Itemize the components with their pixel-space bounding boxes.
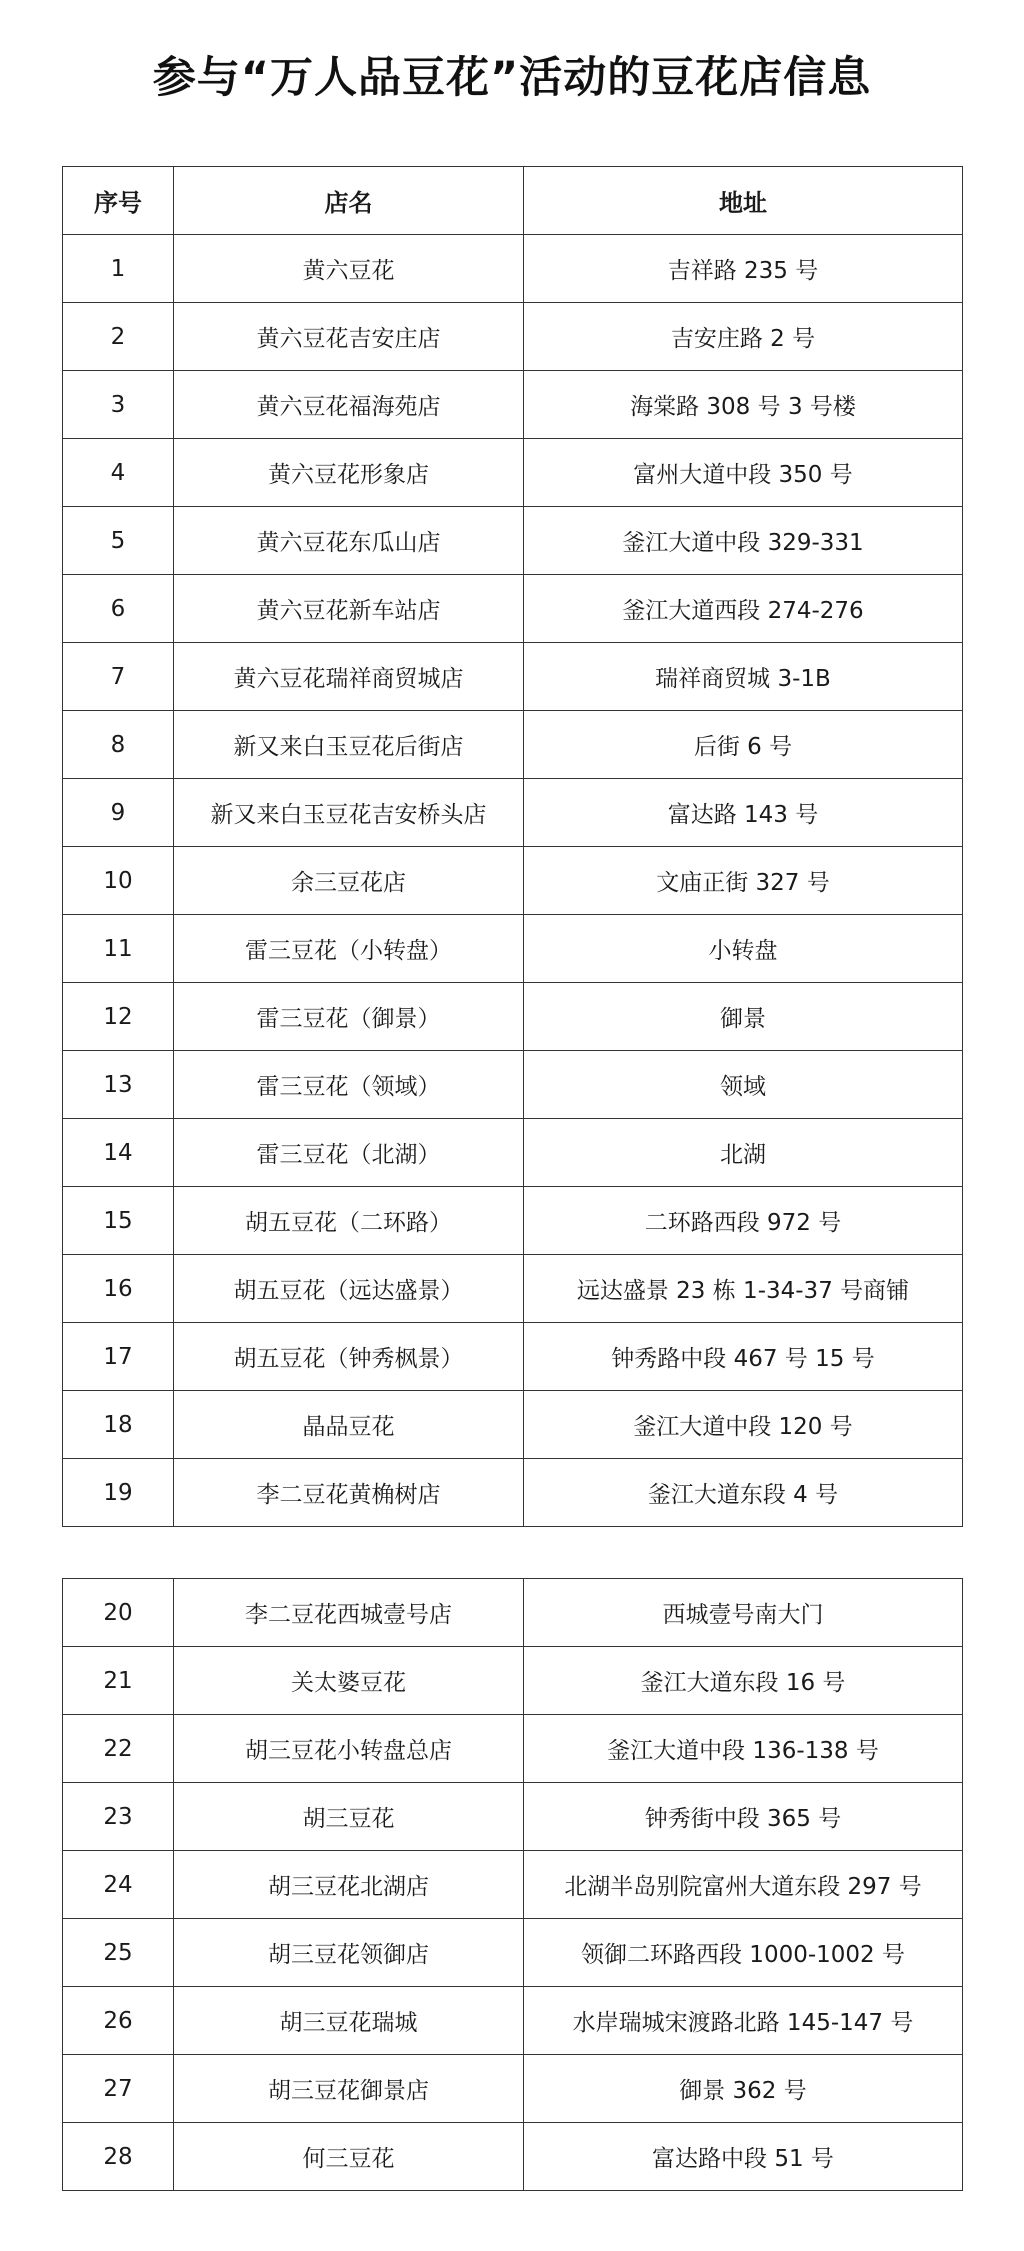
- cell-address: 水岸瑞城宋渡路北路 145-147 号: [524, 1987, 963, 2055]
- cell-address: 富达路 143 号: [524, 779, 963, 847]
- cell-shop-name: 胡三豆花: [174, 1783, 524, 1851]
- cell-shop-name: 雷三豆花（北湖）: [174, 1119, 524, 1187]
- cell-address: 文庙正街 327 号: [524, 847, 963, 915]
- table-row: [63, 711, 963, 779]
- cell-index: 21: [63, 1647, 174, 1715]
- cell-address: 釜江大道西段 274-276: [524, 575, 963, 643]
- table-row: [63, 1987, 963, 2055]
- table-row: [63, 915, 963, 983]
- cell-index: 20: [63, 1579, 174, 1647]
- cell-index: 5: [63, 507, 174, 575]
- table-row: [63, 371, 963, 439]
- cell-shop-name: 新又来白玉豆花后街店: [174, 711, 524, 779]
- cell-address: 釜江大道东段 16 号: [524, 1647, 963, 1715]
- table-row: [63, 1051, 963, 1119]
- cell-address: 钟秀街中段 365 号: [524, 1783, 963, 1851]
- table-row: [63, 235, 963, 303]
- cell-shop-name: 黄六豆花: [174, 235, 524, 303]
- cell-index: 10: [63, 847, 174, 915]
- table-row: [63, 439, 963, 507]
- cell-index: 11: [63, 915, 174, 983]
- table-row: [63, 983, 963, 1051]
- cell-address: 釜江大道中段 136-138 号: [524, 1715, 963, 1783]
- cell-address: 富达路中段 51 号: [524, 2123, 963, 2191]
- cell-index: 16: [63, 1255, 174, 1323]
- cell-shop-name: 胡三豆花御景店: [174, 2055, 524, 2123]
- cell-address: 釜江大道东段 4 号: [524, 1459, 963, 1527]
- cell-index: 19: [63, 1459, 174, 1527]
- cell-shop-name: 雷三豆花（小转盘）: [174, 915, 524, 983]
- cell-shop-name: 胡五豆花（二环路）: [174, 1187, 524, 1255]
- cell-index: 22: [63, 1715, 174, 1783]
- cell-index: 13: [63, 1051, 174, 1119]
- cell-index: 17: [63, 1323, 174, 1391]
- cell-index: 9: [63, 779, 174, 847]
- cell-address: 吉祥路 235 号: [524, 235, 963, 303]
- table-row: [63, 1647, 963, 1715]
- cell-index: 15: [63, 1187, 174, 1255]
- table-row: [63, 1119, 963, 1187]
- cell-shop-name: 晶品豆花: [174, 1391, 524, 1459]
- table-row: [63, 1579, 963, 1647]
- cell-index: 28: [63, 2123, 174, 2191]
- table-row: [63, 1783, 963, 1851]
- shop-table-part-1: [62, 166, 963, 1527]
- cell-address: 西城壹号南大门: [524, 1579, 963, 1647]
- cell-index: 14: [63, 1119, 174, 1187]
- cell-shop-name: 黄六豆花东瓜山店: [174, 507, 524, 575]
- table-row: [63, 2055, 963, 2123]
- cell-index: 2: [63, 303, 174, 371]
- table-row: [63, 2123, 963, 2191]
- header-index: 序号: [63, 167, 174, 235]
- table-row: [63, 1255, 963, 1323]
- cell-shop-name: 雷三豆花（领域）: [174, 1051, 524, 1119]
- table-row: [63, 1323, 963, 1391]
- cell-address: 北湖: [524, 1119, 963, 1187]
- header-name: 店名: [174, 167, 524, 235]
- table-row: [63, 779, 963, 847]
- cell-index: 4: [63, 439, 174, 507]
- cell-shop-name: 李二豆花黄桷树店: [174, 1459, 524, 1527]
- cell-index: 24: [63, 1851, 174, 1919]
- cell-shop-name: 关太婆豆花: [174, 1647, 524, 1715]
- cell-index: 1: [63, 235, 174, 303]
- cell-address: 北湖半岛别院富州大道东段 297 号: [524, 1851, 963, 1919]
- cell-shop-name: 胡五豆花（钟秀枫景）: [174, 1323, 524, 1391]
- cell-address: 釜江大道中段 120 号: [524, 1391, 963, 1459]
- table-row: [63, 1851, 963, 1919]
- cell-shop-name: 黄六豆花形象店: [174, 439, 524, 507]
- table-row: [63, 1715, 963, 1783]
- cell-shop-name: 李二豆花西城壹号店: [174, 1579, 524, 1647]
- cell-address: 钟秀路中段 467 号 15 号: [524, 1323, 963, 1391]
- cell-address: 御景: [524, 983, 963, 1051]
- cell-index: 6: [63, 575, 174, 643]
- cell-shop-name: 新又来白玉豆花吉安桥头店: [174, 779, 524, 847]
- cell-address: 二环路西段 972 号: [524, 1187, 963, 1255]
- cell-index: 3: [63, 371, 174, 439]
- cell-shop-name: 何三豆花: [174, 2123, 524, 2191]
- cell-address: 海棠路 308 号 3 号楼: [524, 371, 963, 439]
- cell-address: 领域: [524, 1051, 963, 1119]
- table-row: [63, 1391, 963, 1459]
- cell-index: 8: [63, 711, 174, 779]
- cell-index: 18: [63, 1391, 174, 1459]
- cell-shop-name: 黄六豆花瑞祥商贸城店: [174, 643, 524, 711]
- shop-table-part-2: [62, 1578, 963, 2191]
- cell-index: 25: [63, 1919, 174, 1987]
- cell-shop-name: 胡五豆花（远达盛景）: [174, 1255, 524, 1323]
- cell-shop-name: 胡三豆花北湖店: [174, 1851, 524, 1919]
- cell-address: 领御二环路西段 1000-1002 号: [524, 1919, 963, 1987]
- cell-address: 吉安庄路 2 号: [524, 303, 963, 371]
- cell-address: 小转盘: [524, 915, 963, 983]
- cell-shop-name: 雷三豆花（御景）: [174, 983, 524, 1051]
- cell-address: 富州大道中段 350 号: [524, 439, 963, 507]
- table-row: [63, 575, 963, 643]
- cell-index: 23: [63, 1783, 174, 1851]
- page-title: 参与“万人品豆花”活动的豆花店信息: [152, 53, 872, 103]
- table-row: [63, 303, 963, 371]
- cell-index: 12: [63, 983, 174, 1051]
- cell-shop-name: 余三豆花店: [174, 847, 524, 915]
- header-address: 地址: [524, 167, 963, 235]
- cell-shop-name: 黄六豆花吉安庄店: [174, 303, 524, 371]
- cell-shop-name: 胡三豆花小转盘总店: [174, 1715, 524, 1783]
- cell-shop-name: 黄六豆花福海苑店: [174, 371, 524, 439]
- table-row: [63, 847, 963, 915]
- cell-index: 7: [63, 643, 174, 711]
- cell-shop-name: 胡三豆花领御店: [174, 1919, 524, 1987]
- table-row: [63, 507, 963, 575]
- cell-address: 后街 6 号: [524, 711, 963, 779]
- cell-index: 26: [63, 1987, 174, 2055]
- table-row: [63, 1187, 963, 1255]
- cell-index: 27: [63, 2055, 174, 2123]
- table-row: [63, 1459, 963, 1527]
- table-header-row: [63, 167, 963, 235]
- cell-shop-name: 胡三豆花瑞城: [174, 1987, 524, 2055]
- table-row: [63, 1919, 963, 1987]
- table-row: [63, 643, 963, 711]
- cell-address: 釜江大道中段 329-331: [524, 507, 963, 575]
- cell-address: 御景 362 号: [524, 2055, 963, 2123]
- cell-address: 远达盛景 23 栋 1-34-37 号商铺: [524, 1255, 963, 1323]
- cell-address: 瑞祥商贸城 3-1B: [524, 643, 963, 711]
- cell-shop-name: 黄六豆花新车站店: [174, 575, 524, 643]
